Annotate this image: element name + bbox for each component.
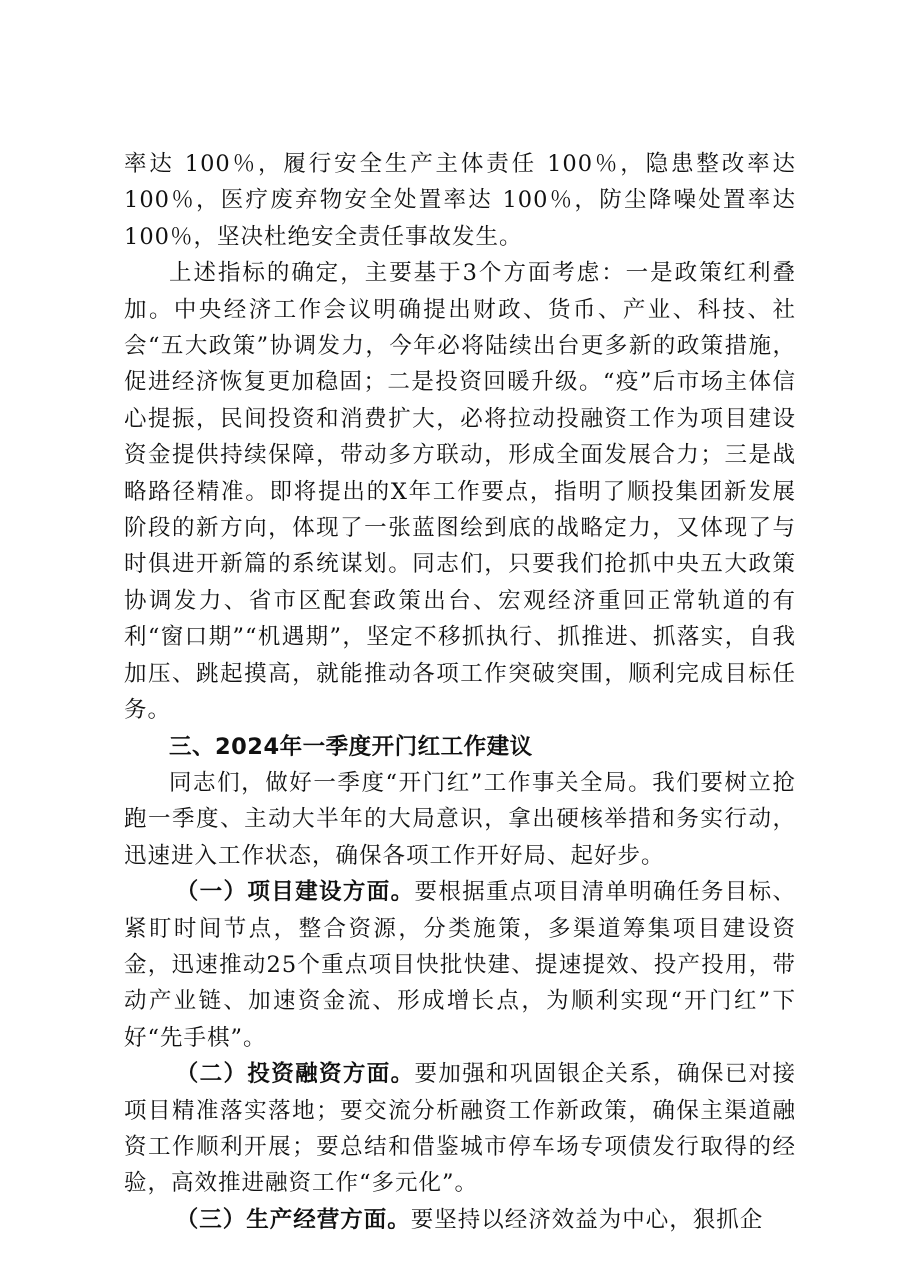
item-project-construction <box>124 874 796 1056</box>
item-body: 要根据重点项目清单明确任务目标、紧盯时间节点，整合资源，分类施策，多渠道筹集项目建设资金，迅速推动25个重点项目快批快建、提速提效、投产投用，带动产业链、加速资金流、形成增长点，为顺利实现“开门红”下好“先手棋”。 <box>124 879 796 1051</box>
paragraph-text: 同志们，做好一季度“开门红”工作事关全局。我们要树立抢跑一季度、主动大半年的大局意识，拿出硬核举措和务实行动，迅速进入工作状态，确保各项工作开好局、起好步。 <box>124 769 796 869</box>
item-lead: （一）项目建设方面。 <box>175 879 415 906</box>
item-lead: （二）投资融资方面。 <box>175 1061 415 1088</box>
item-production-operation <box>124 1202 796 1238</box>
item-body: 要坚持以经济效益为中心，狠抓企 <box>410 1206 764 1233</box>
item-body: 要加强和巩固银企关系，确保已对接项目精准落实落地；要交流分析融资工作新政策，确保主渠道融资工作顺利开展；要总结和借鉴城市停车场专项债发行取得的经验，高效推进融资工作“多元化”。 <box>124 1061 796 1197</box>
item-lead: （三）生产经营方面。 <box>175 1206 411 1233</box>
paragraph-text: 率达 100％，履行安全生产主体责任 100％，隐患整改率达100％，医疗废弃物安全处置率达 100％，防尘降噪处置率达100％，坚决杜绝安全责任事故发生。 <box>124 151 796 250</box>
document-body <box>124 146 796 1238</box>
paragraph-text: 上述指标的确定，主要基于3个方面考虑：一是政策红利叠加。中央经济工作会议明确提出财政、货币、产业、科技、社会“五大政策”协调发力，今年必将陆续出台更多新的政策措施，促进经济恢复更加稳固；二是投资回暖升级。“疫”后市场主体信心提振，民间投资和消费扩大，必将拉动投融资工作为项目建设资金提供持续保障，带动多方联动，形成全面发展合力；三是战略路径精准。即将提出的X年工作要点，指明了顺投集团新发展阶段的新方向，体现了一张蓝图绘到底的战略定力，又体现了与时俱进开新篇的系统谋划。同志们，只要我们抢抓中央五大政策协调发力、省市区配套政策出台、宏观经济重回正常轨道的有利“窗口期”“机遇期”，坚定不移抓执行、抓推进、抓落实，自我加压、跳起摸高，就能推动各项工作突破突围，顺利完成目标任务。 <box>124 260 796 724</box>
section-heading: 三、2024年一季度开门红工作建议 <box>169 733 533 760</box>
paragraph-indicator-basis <box>124 255 796 728</box>
paragraph-safety-targets <box>124 146 796 255</box>
item-investment-financing <box>124 1056 796 1202</box>
paragraph-intro <box>124 765 796 874</box>
